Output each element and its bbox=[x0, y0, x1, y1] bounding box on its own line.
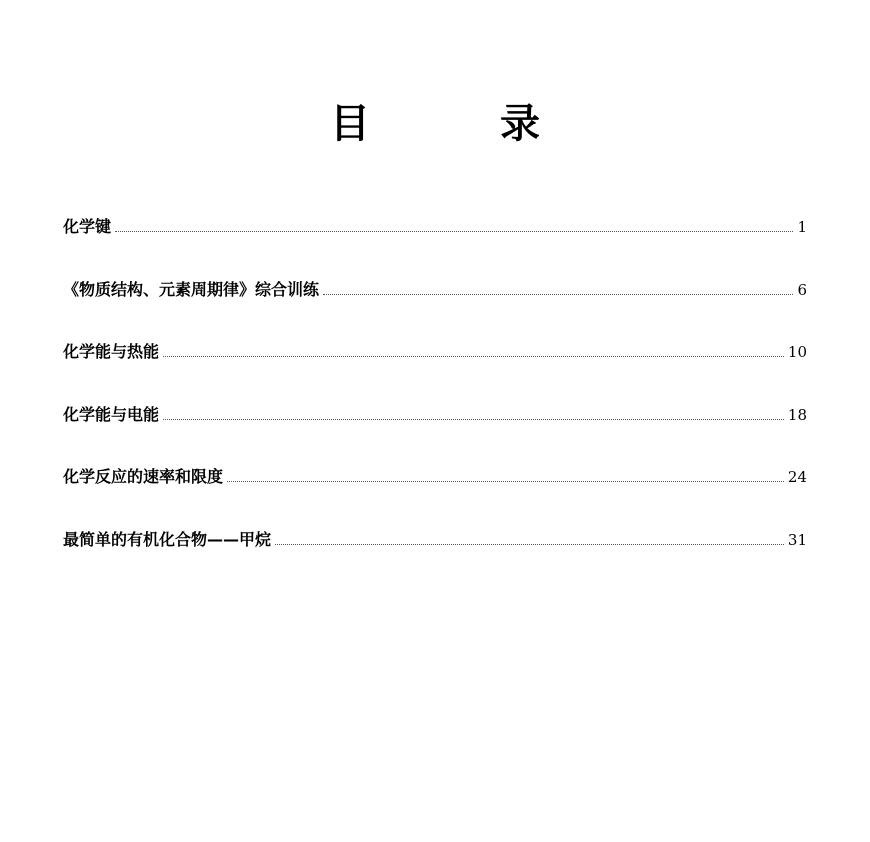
page-title: 目 录 bbox=[330, 100, 598, 147]
toc-entry[interactable] bbox=[63, 425, 807, 488]
toc-entry-page: 18 bbox=[787, 405, 807, 424]
toc-entry-page: 6 bbox=[797, 280, 807, 299]
toc-entry[interactable] bbox=[63, 237, 807, 300]
toc-entry[interactable] bbox=[63, 362, 807, 425]
table-of-contents bbox=[63, 214, 807, 550]
toc-entry-label: 《物质结构、元素周期律》综合训练 bbox=[63, 279, 320, 299]
toc-entry-label: 化学能与电能 bbox=[63, 404, 160, 424]
toc-entry[interactable] bbox=[63, 487, 807, 550]
toc-entry[interactable] bbox=[63, 300, 807, 363]
toc-entry-label: 化学键 bbox=[63, 217, 112, 236]
toc-entry-label: 化学能与热能 bbox=[63, 342, 160, 361]
toc-dot-leader bbox=[115, 230, 793, 232]
toc-dot-leader bbox=[227, 480, 784, 482]
toc-dot-leader bbox=[163, 418, 784, 420]
toc-entry-page: 24 bbox=[787, 468, 807, 486]
toc-dot-leader bbox=[323, 293, 793, 295]
toc-entry-label: 最简单的有机化合物——甲烷 bbox=[63, 529, 272, 549]
toc-entry-page: 10 bbox=[787, 343, 807, 361]
toc-entry-label: 化学反应的速率和限度 bbox=[63, 467, 224, 486]
toc-dot-leader bbox=[275, 543, 784, 545]
toc-entry-page: 1 bbox=[797, 218, 807, 236]
toc-entry-page: 31 bbox=[787, 530, 807, 549]
toc-dot-leader bbox=[163, 355, 784, 357]
toc-entry[interactable] bbox=[63, 214, 807, 237]
